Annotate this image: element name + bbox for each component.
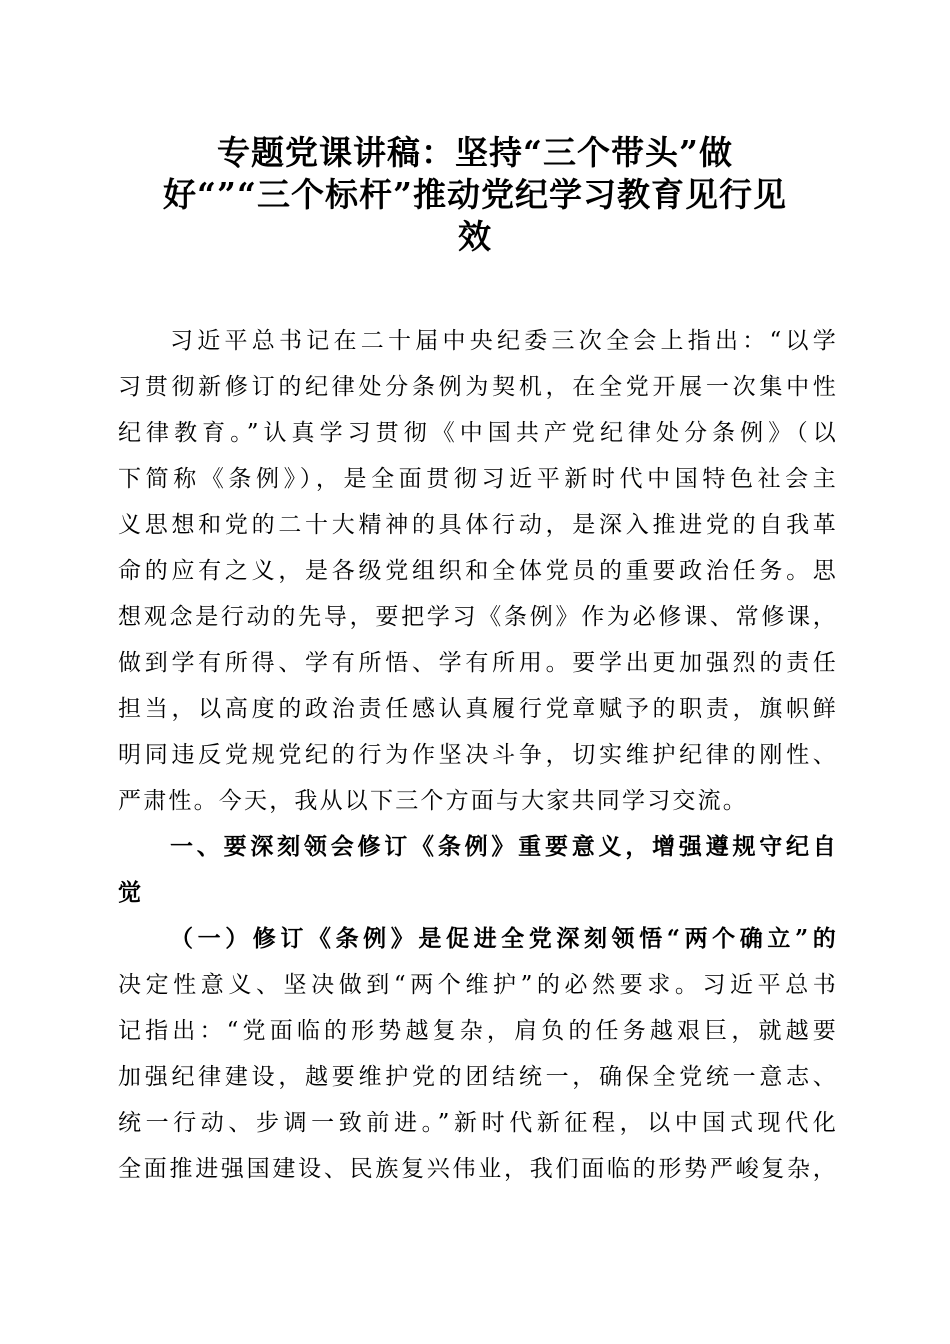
paragraph-line: 担当，以高度的政治责任感认真履行党章赋予的职责，旗帜鲜 [118,696,838,722]
section-heading [118,824,838,916]
intro-paragraph [118,318,838,824]
paragraph-line: 记指出：“党面临的形势越复杂，肩负的任务越艰巨，就越要 [118,1018,838,1044]
paragraph-line: 统一行动、步调一致前进。”新时代新征程，以中国式现代化 [118,1110,838,1136]
paragraph-line: 纪律教育。”认真学习贯彻《中国共产党纪律处分条例》（以 [118,420,838,446]
paragraph-line: 想观念是行动的先导，要把学习《条例》作为必修课、常修课， [118,604,838,630]
paragraph-line: 全面推进强国建设、民族复兴伟业，我们面临的形势严峻复杂， [118,1156,838,1182]
paragraph-line: 严肃性。今天，我从以下三个方面与大家共同学习交流。 [118,788,748,814]
title-line: 好“”“三个标杆”推动党纪学习教育见行见 [163,175,787,214]
title-line: 专题党课讲稿：坚持“三个带头”做 [217,133,733,172]
document-body [118,318,838,1192]
paragraph-line: （一）修订《条例》是促进全党深刻领悟“两个确立”的 [170,925,838,952]
document-title [100,132,850,258]
paragraph-line: 习近平总书记在二十届中央纪委三次全会上指出：“以学 [170,328,838,354]
paragraph-line: 习贯彻新修订的纪律处分条例为契机，在全党开展一次集中性 [118,374,838,400]
heading-line: 觉 [118,880,144,906]
paragraph-line: 明同违反党规党纪的行为作坚决斗争，切实维护纪律的刚性、 [118,742,838,768]
paragraph-line: 命的应有之义，是各级党组织和全体党员的重要政治任务。思 [118,558,838,584]
paragraph-line: 决定性意义、坚决做到“两个维护”的必然要求。习近平总书 [118,972,838,998]
subsection-paragraph [118,916,838,1192]
heading-line: 一、要深刻领会修订《条例》重要意义，增强遵规守纪自 [170,834,838,860]
title-line: 效 [458,217,492,256]
paragraph-line: 义思想和党的二十大精神的具体行动，是深入推进党的自我革 [118,512,838,538]
paragraph-line: 做到学有所得、学有所悟、学有所用。要学出更加强烈的责任 [118,650,838,676]
paragraph-line: 下简称《条例》），是全面贯彻习近平新时代中国特色社会主 [118,466,838,492]
paragraph-line: 加强纪律建设，越要维护党的团结统一，确保全党统一意志、 [118,1064,838,1090]
